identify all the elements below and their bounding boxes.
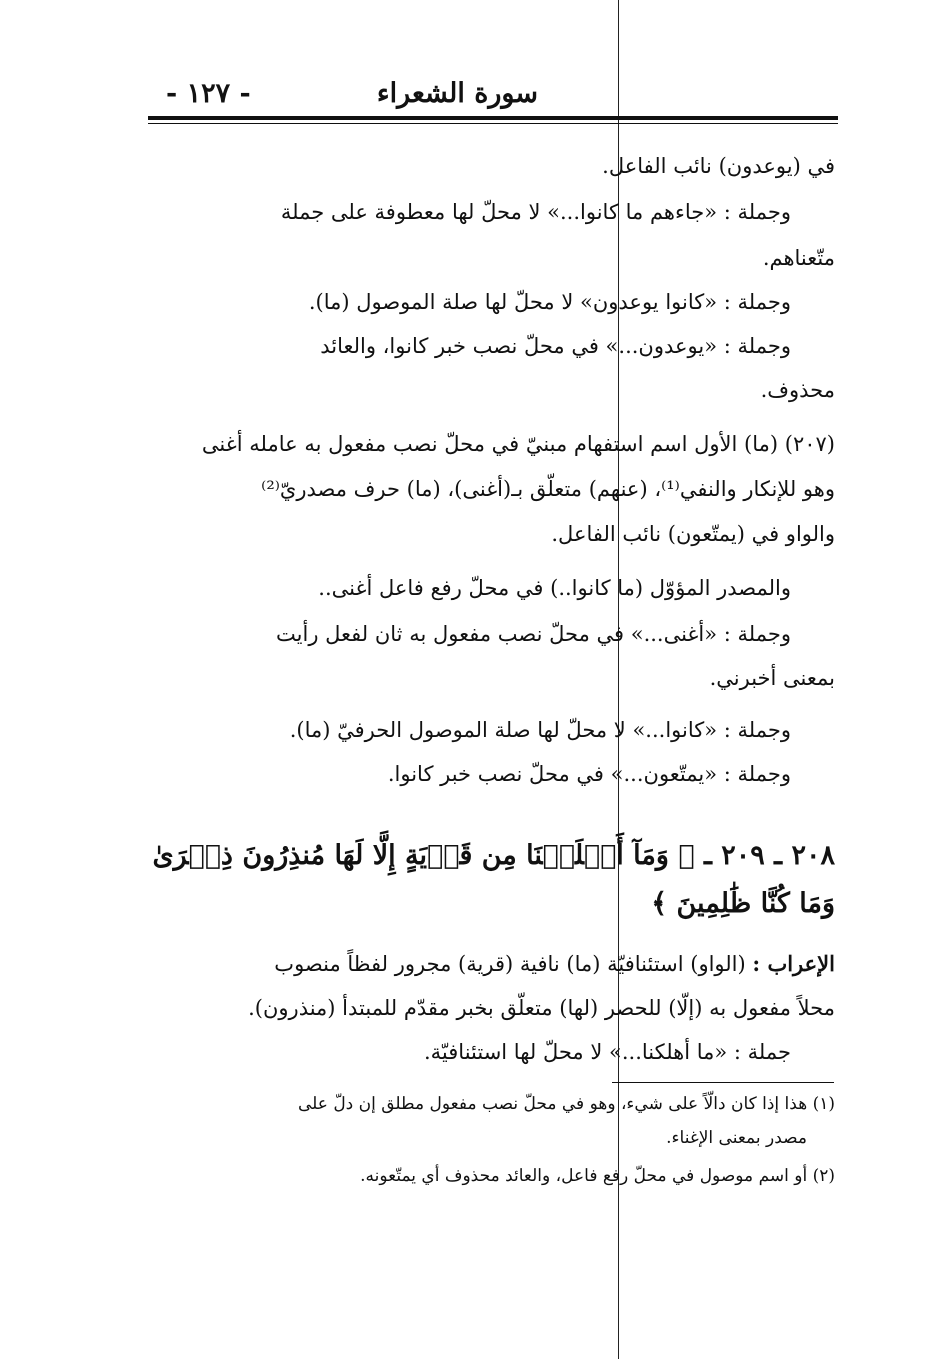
text-line: وجملة : «كانوا يوعدون» لا محلّ لها صلة الموصول (ما). [308, 290, 791, 314]
text-line: وجملة : «أغنى...» في محلّ نصب مفعول به ثان لفعل رأيت [276, 622, 791, 646]
header-rule-thin [148, 123, 838, 124]
verse-number: ٢٠٨ ـ ٢٠٩ ـ [703, 840, 835, 871]
irab-line-1 [165, 950, 835, 978]
verse-line-2: وَمَا كُنَّا ظَٰلِمِينَ ﴾ [651, 888, 835, 919]
text-line: محذوف. [760, 378, 835, 402]
verse-line-1 [152, 836, 835, 876]
text-line: وجملة : «يوعدون...» في محلّ نصب خبر كانوا، والعائد [320, 334, 791, 358]
text-line: والمصدر المؤوّل (ما كانوا..) في محلّ رفع فاعل أغنى.. [318, 576, 791, 600]
irab-label: الإعراب : [752, 951, 835, 976]
text-line: (٢٠٧) (ما) الأول اسم استفهام مبنيّ في محلّ نصب مفعول به عامله أغنى [201, 432, 835, 456]
text-line: بمعنى أخبرني. [709, 666, 835, 690]
text-line: وجملة : «كانوا...» لا محلّ لها صلة الموصول الحرفيّ (ما). [289, 718, 791, 742]
header-rule [148, 116, 838, 120]
verse-text-1: ﴿ وَمَآ أَهۡلَكۡنَا مِن قَرۡيَةٍ إِلَّا لَهَا مُنذِرُونَ ذِكۡرَىٰ [152, 840, 695, 871]
text-line: وجملة : «جاءهم ما كانوا...» لا محلّ لها معطوفة على جملة [280, 200, 791, 224]
footnote-rule [612, 1082, 834, 1083]
page-header [148, 70, 838, 116]
text-line: والواو في (يمتّعون) نائب الفاعل. [551, 522, 835, 546]
text-line: في (يوعدون) نائب الفاعل. [602, 154, 835, 178]
page-number: - ١٢٧ - [166, 78, 251, 109]
text-line: وجملة : «يمتّعون...» في محلّ نصب خبر كانوا. [387, 762, 791, 786]
text-line: متّعناهم. [762, 246, 835, 270]
surah-title: سورة الشعراء [376, 78, 538, 109]
footnote-2: (٢) أو اسم موصول في محلّ رفع فاعل، والعائد محذوف أي يمتّعونه. [360, 1166, 835, 1186]
text-line: وهو للإنكار والنفي⁽¹⁾، (عنهم) متعلّق بـ(أغنى)، (ما) حرف مصدريّ⁽²⁾ [261, 477, 835, 501]
irab-line-2: محلاً مفعول به (إلّا) للحصر (لها) متعلّق بخبر مقدّم للمبتدأ (منذرون). [248, 996, 835, 1020]
irab-text-1: (الواو) استئنافيّة (ما) نافية (قرية) مجرور لفظاً منصوب [274, 952, 746, 976]
footnote-1: (١) هذا إذا كان دالّاً على شيء، وهو في محلّ نصب مفعول مطلق إن دلّ على [297, 1094, 835, 1114]
footnote-1-cont: مصدر بمعنى الإغناء. [666, 1128, 807, 1148]
irab-line-3: جملة : «ما أهلكنا...» لا محلّ لها استئنافيّة. [423, 1040, 791, 1064]
